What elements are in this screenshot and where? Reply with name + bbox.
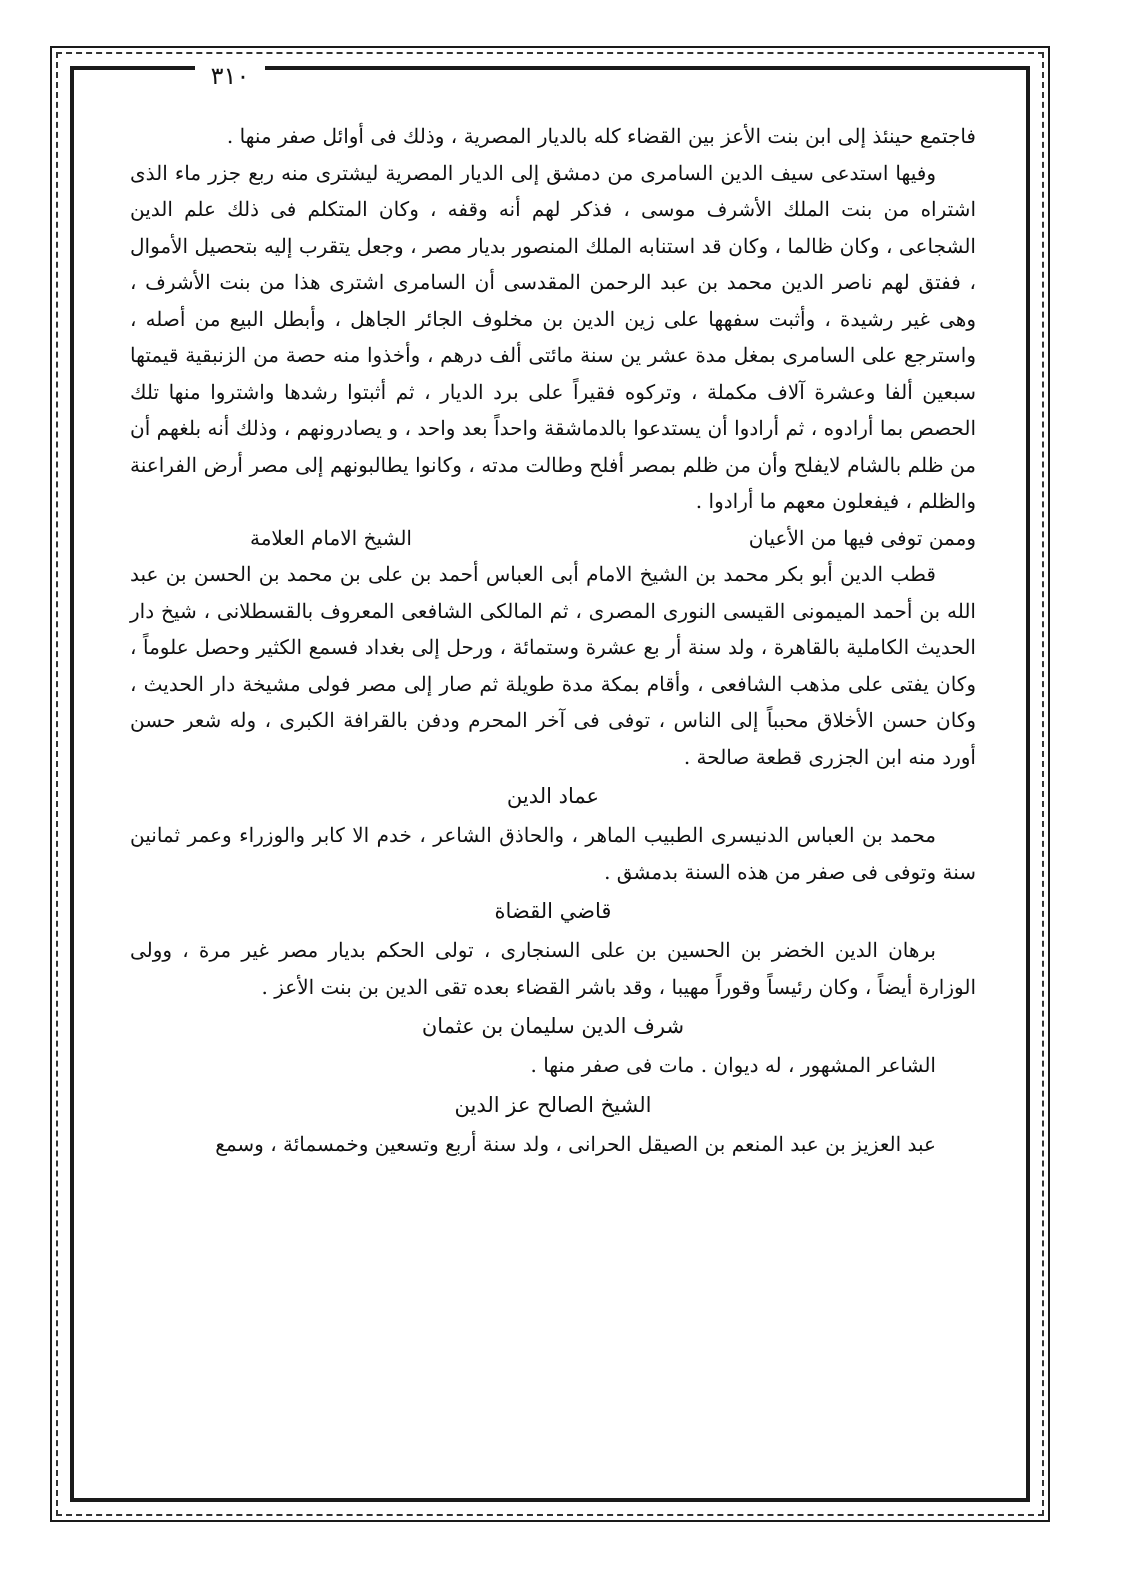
obituaries-intro: وممن توفى فيها من الأعيان <box>748 525 976 550</box>
obituaries-header <box>130 520 976 557</box>
entry-text: برهان الدين الخضر بن الحسين بن على السنجارى ، تولى الحكم بديار مصر غير مرة ، وولى الوزارة أيضاً ، وكان رئيساً وقوراً مهيبا ، وقد باشر القضاء بعده تقى الدين بن بنت الأعز . <box>130 938 976 999</box>
entry-text: عبد العزيز بن عبد المنعم بن الصيقل الحرانى ، ولد سنة أربع وتسعين وخمسمائة ، وسمع <box>215 1131 936 1156</box>
entry-title: شرف الدين سليمان بن عثمان <box>421 1014 685 1038</box>
paragraph: فاجتمع حينئذ إلى ابن بنت الأعز بين القضاء كله بالديار المصرية ، وذلك فى أوائل صفر منها . <box>226 124 976 148</box>
entry-title: الشيخ الصالح عز الدين <box>454 1092 652 1117</box>
entry-text: الشاعر المشهور ، له ديوان . مات فى صفر منها . <box>530 1053 936 1077</box>
entry-title: الشيخ الامام العلامة <box>250 525 412 550</box>
entry-title: قاضي القضاة <box>494 899 612 923</box>
entry-text: قطب الدين أبو بكر محمد بن الشيخ الامام أبى العباس أحمد بن على بن محمد بن الحسن بن عبد الله بن أحمد الميمونى القيسى النورى المصرى ، ثم المالكى الشافعى المعروف بالقسطلانى ، شيخ دار الحديث الكاملية بالقاهرة ، ولد سنة أر بع عشرة وستمائة ، ورحل إلى بغداد فسمع الكثير وحصل علوماً ، وكان يفتى على مذهب الشافعى ، وأقام بمكة مدة طويلة ثم صار إلى مصر فولى مشيخة دار الحديث ، وكان حسن الأخلاق محبباً إلى الناس ، توفى فى آخر المحرم ودفن بالقرافة الكبرى ، وله شعر حسن أورد منه ابن الجزرى قطعة صالحة . <box>130 562 976 769</box>
entry-title: عماد الدين <box>506 784 600 808</box>
paragraph: وفيها استدعى سيف الدين السامرى من دمشق إلى الديار المصرية ليشترى منه ربع جزر ماء الذى اشتراه من بنت الملك الأشرف موسى ، فذكر لهم أنه وقفه ، وكان المتكلم فى ذلك علم الدين الشجاعى ، وكان ظالما ، وكان قد استنابه الملك المنصور بديار مصر ، وجعل يتقرب إليه بتحصيل الأموال ، ففتق لهم ناصر الدين محمد بن عبد الرحمن المقدسى أن السامرى اشترى هذا من بنت الأشرف ، وهى غير رشيدة ، وأثبت سفهها على زين الدين بن مخلوف الجائر الجاهل ، وأبطل البيع من أصله ، واسترجع على السامرى بمغل مدة عشر ين سنة مائتى ألف درهم ، وأخذوا منه حصة من الزنبقية قيمتها سبعين ألفا وعشرة آلاف مكملة ، وتركوه فقيراً على برد الديار ، ثم أثبتوا رشدها واشتروا منها تلك الحصص بما أرادوه ، ثم أرادوا أن يستدعوا بالدماشقة واحداً بعد واحد ، و يصادرونهم ، وذلك أنه بلغهم أن من ظلم بالشام لايفلح وأن من ظلم بمصر أفلح وطالت مدته ، وكانوا يطالبونهم إلى مصر أرض الفراعنة والظلم ، فيفعلون معهم ما أرادوا . <box>130 160 976 513</box>
page-number: ٣١٠ <box>195 62 265 90</box>
page-body <box>130 118 976 1438</box>
entry-text: محمد بن العباس الدنيسرى الطبيب الماهر ، والحاذق الشاعر ، خدم الا كابر والوزراء وعمر ثمانين سنة وتوفى فى صفر من هذه السنة بدمشق . <box>130 823 976 884</box>
